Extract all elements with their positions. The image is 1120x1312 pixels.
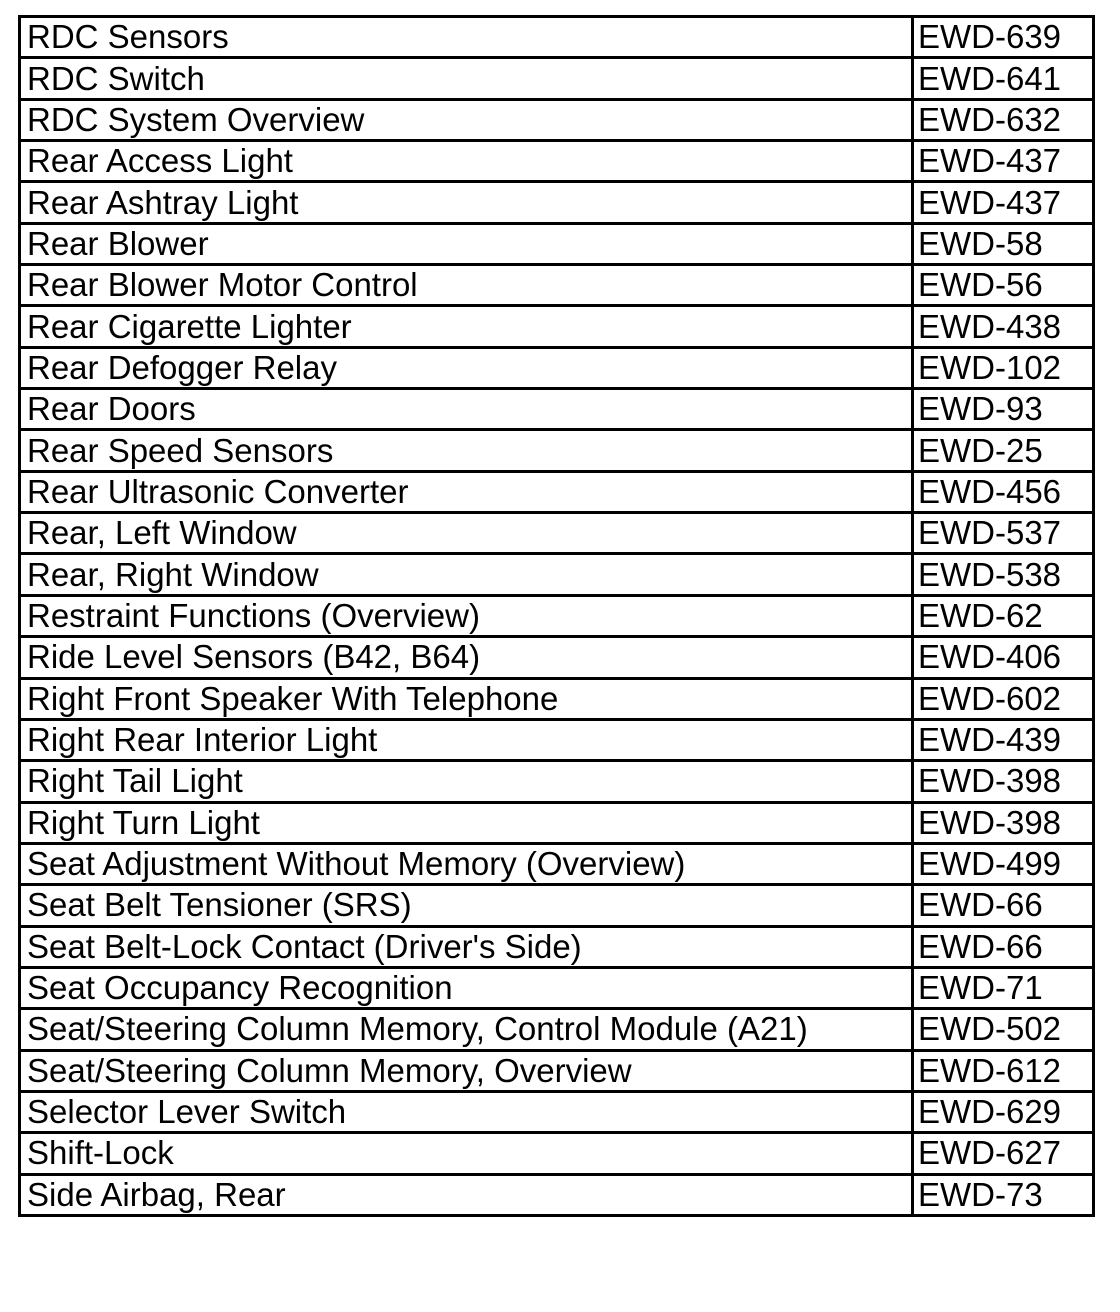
table-row	[20, 761, 1094, 802]
component-name-cell: Shift-Lock	[20, 1133, 913, 1174]
table-row	[20, 719, 1094, 760]
diagram-code-cell: EWD-639	[913, 17, 1094, 58]
table-row	[20, 223, 1094, 264]
table-row	[20, 265, 1094, 306]
table-row	[20, 595, 1094, 636]
diagram-code-cell: EWD-602	[913, 678, 1094, 719]
table-row	[20, 17, 1094, 58]
table-row	[20, 58, 1094, 99]
diagram-code-cell: EWD-437	[913, 182, 1094, 223]
diagram-code-cell: EWD-406	[913, 637, 1094, 678]
component-name-cell: Seat Belt Tensioner (SRS)	[20, 885, 913, 926]
diagram-code-cell: EWD-641	[913, 58, 1094, 99]
table-row	[20, 885, 1094, 926]
component-name-cell: Side Airbag, Rear	[20, 1174, 913, 1215]
diagram-code-cell: EWD-499	[913, 843, 1094, 884]
component-name-cell: Rear Doors	[20, 389, 913, 430]
table-row	[20, 471, 1094, 512]
diagram-code-cell: EWD-398	[913, 802, 1094, 843]
table-row	[20, 1009, 1094, 1050]
diagram-code-cell: EWD-439	[913, 719, 1094, 760]
diagram-code-cell: EWD-456	[913, 471, 1094, 512]
diagram-code-cell: EWD-93	[913, 389, 1094, 430]
diagram-code-cell: EWD-538	[913, 554, 1094, 595]
diagram-code-cell: EWD-398	[913, 761, 1094, 802]
component-name-cell: Seat Adjustment Without Memory (Overview)	[20, 843, 913, 884]
component-name-cell: Rear Ashtray Light	[20, 182, 913, 223]
diagram-code-cell: EWD-71	[913, 967, 1094, 1008]
table-row	[20, 678, 1094, 719]
index-table-body	[20, 17, 1094, 1216]
table-row	[20, 843, 1094, 884]
diagram-code-cell: EWD-612	[913, 1050, 1094, 1091]
component-name-cell: Rear Blower	[20, 223, 913, 264]
component-name-cell: Seat/Steering Column Memory, Control Module (A21)	[20, 1009, 913, 1050]
diagram-code-cell: EWD-25	[913, 430, 1094, 471]
table-row	[20, 926, 1094, 967]
component-name-cell: Right Tail Light	[20, 761, 913, 802]
component-name-cell: Rear Cigarette Lighter	[20, 306, 913, 347]
diagram-code-cell: EWD-438	[913, 306, 1094, 347]
table-row	[20, 1050, 1094, 1091]
diagram-code-cell: EWD-73	[913, 1174, 1094, 1215]
table-row	[20, 389, 1094, 430]
component-name-cell: Right Front Speaker With Telephone	[20, 678, 913, 719]
component-name-cell: RDC System Overview	[20, 99, 913, 140]
table-row	[20, 554, 1094, 595]
component-name-cell: Rear Ultrasonic Converter	[20, 471, 913, 512]
component-name-cell: Selector Lever Switch	[20, 1091, 913, 1132]
diagram-code-cell: EWD-629	[913, 1091, 1094, 1132]
diagram-code-cell: EWD-437	[913, 141, 1094, 182]
component-name-cell: RDC Sensors	[20, 17, 913, 58]
table-row	[20, 513, 1094, 554]
component-name-cell: Rear Speed Sensors	[20, 430, 913, 471]
component-name-cell: Restraint Functions (Overview)	[20, 595, 913, 636]
component-name-cell: Rear, Right Window	[20, 554, 913, 595]
diagram-code-cell: EWD-102	[913, 347, 1094, 388]
table-row	[20, 347, 1094, 388]
wiring-diagram-index-table	[18, 15, 1095, 1217]
diagram-code-cell: EWD-627	[913, 1133, 1094, 1174]
component-name-cell: Seat/Steering Column Memory, Overview	[20, 1050, 913, 1091]
table-row	[20, 1174, 1094, 1215]
table-row	[20, 802, 1094, 843]
component-name-cell: Right Rear Interior Light	[20, 719, 913, 760]
diagram-code-cell: EWD-62	[913, 595, 1094, 636]
table-row	[20, 430, 1094, 471]
diagram-code-cell: EWD-66	[913, 885, 1094, 926]
diagram-code-cell: EWD-58	[913, 223, 1094, 264]
component-name-cell: Seat Occupancy Recognition	[20, 967, 913, 1008]
component-name-cell: Rear Defogger Relay	[20, 347, 913, 388]
table-row	[20, 1091, 1094, 1132]
diagram-code-cell: EWD-502	[913, 1009, 1094, 1050]
component-name-cell: Rear, Left Window	[20, 513, 913, 554]
diagram-code-cell: EWD-56	[913, 265, 1094, 306]
table-row	[20, 182, 1094, 223]
diagram-code-cell: EWD-66	[913, 926, 1094, 967]
table-row	[20, 637, 1094, 678]
component-name-cell: Rear Access Light	[20, 141, 913, 182]
component-name-cell: RDC Switch	[20, 58, 913, 99]
component-name-cell: Seat Belt-Lock Contact (Driver's Side)	[20, 926, 913, 967]
diagram-code-cell: EWD-632	[913, 99, 1094, 140]
component-name-cell: Right Turn Light	[20, 802, 913, 843]
diagram-code-cell: EWD-537	[913, 513, 1094, 554]
component-name-cell: Rear Blower Motor Control	[20, 265, 913, 306]
table-row	[20, 1133, 1094, 1174]
table-row	[20, 306, 1094, 347]
table-row	[20, 967, 1094, 1008]
component-name-cell: Ride Level Sensors (B42, B64)	[20, 637, 913, 678]
table-row	[20, 141, 1094, 182]
table-row	[20, 99, 1094, 140]
